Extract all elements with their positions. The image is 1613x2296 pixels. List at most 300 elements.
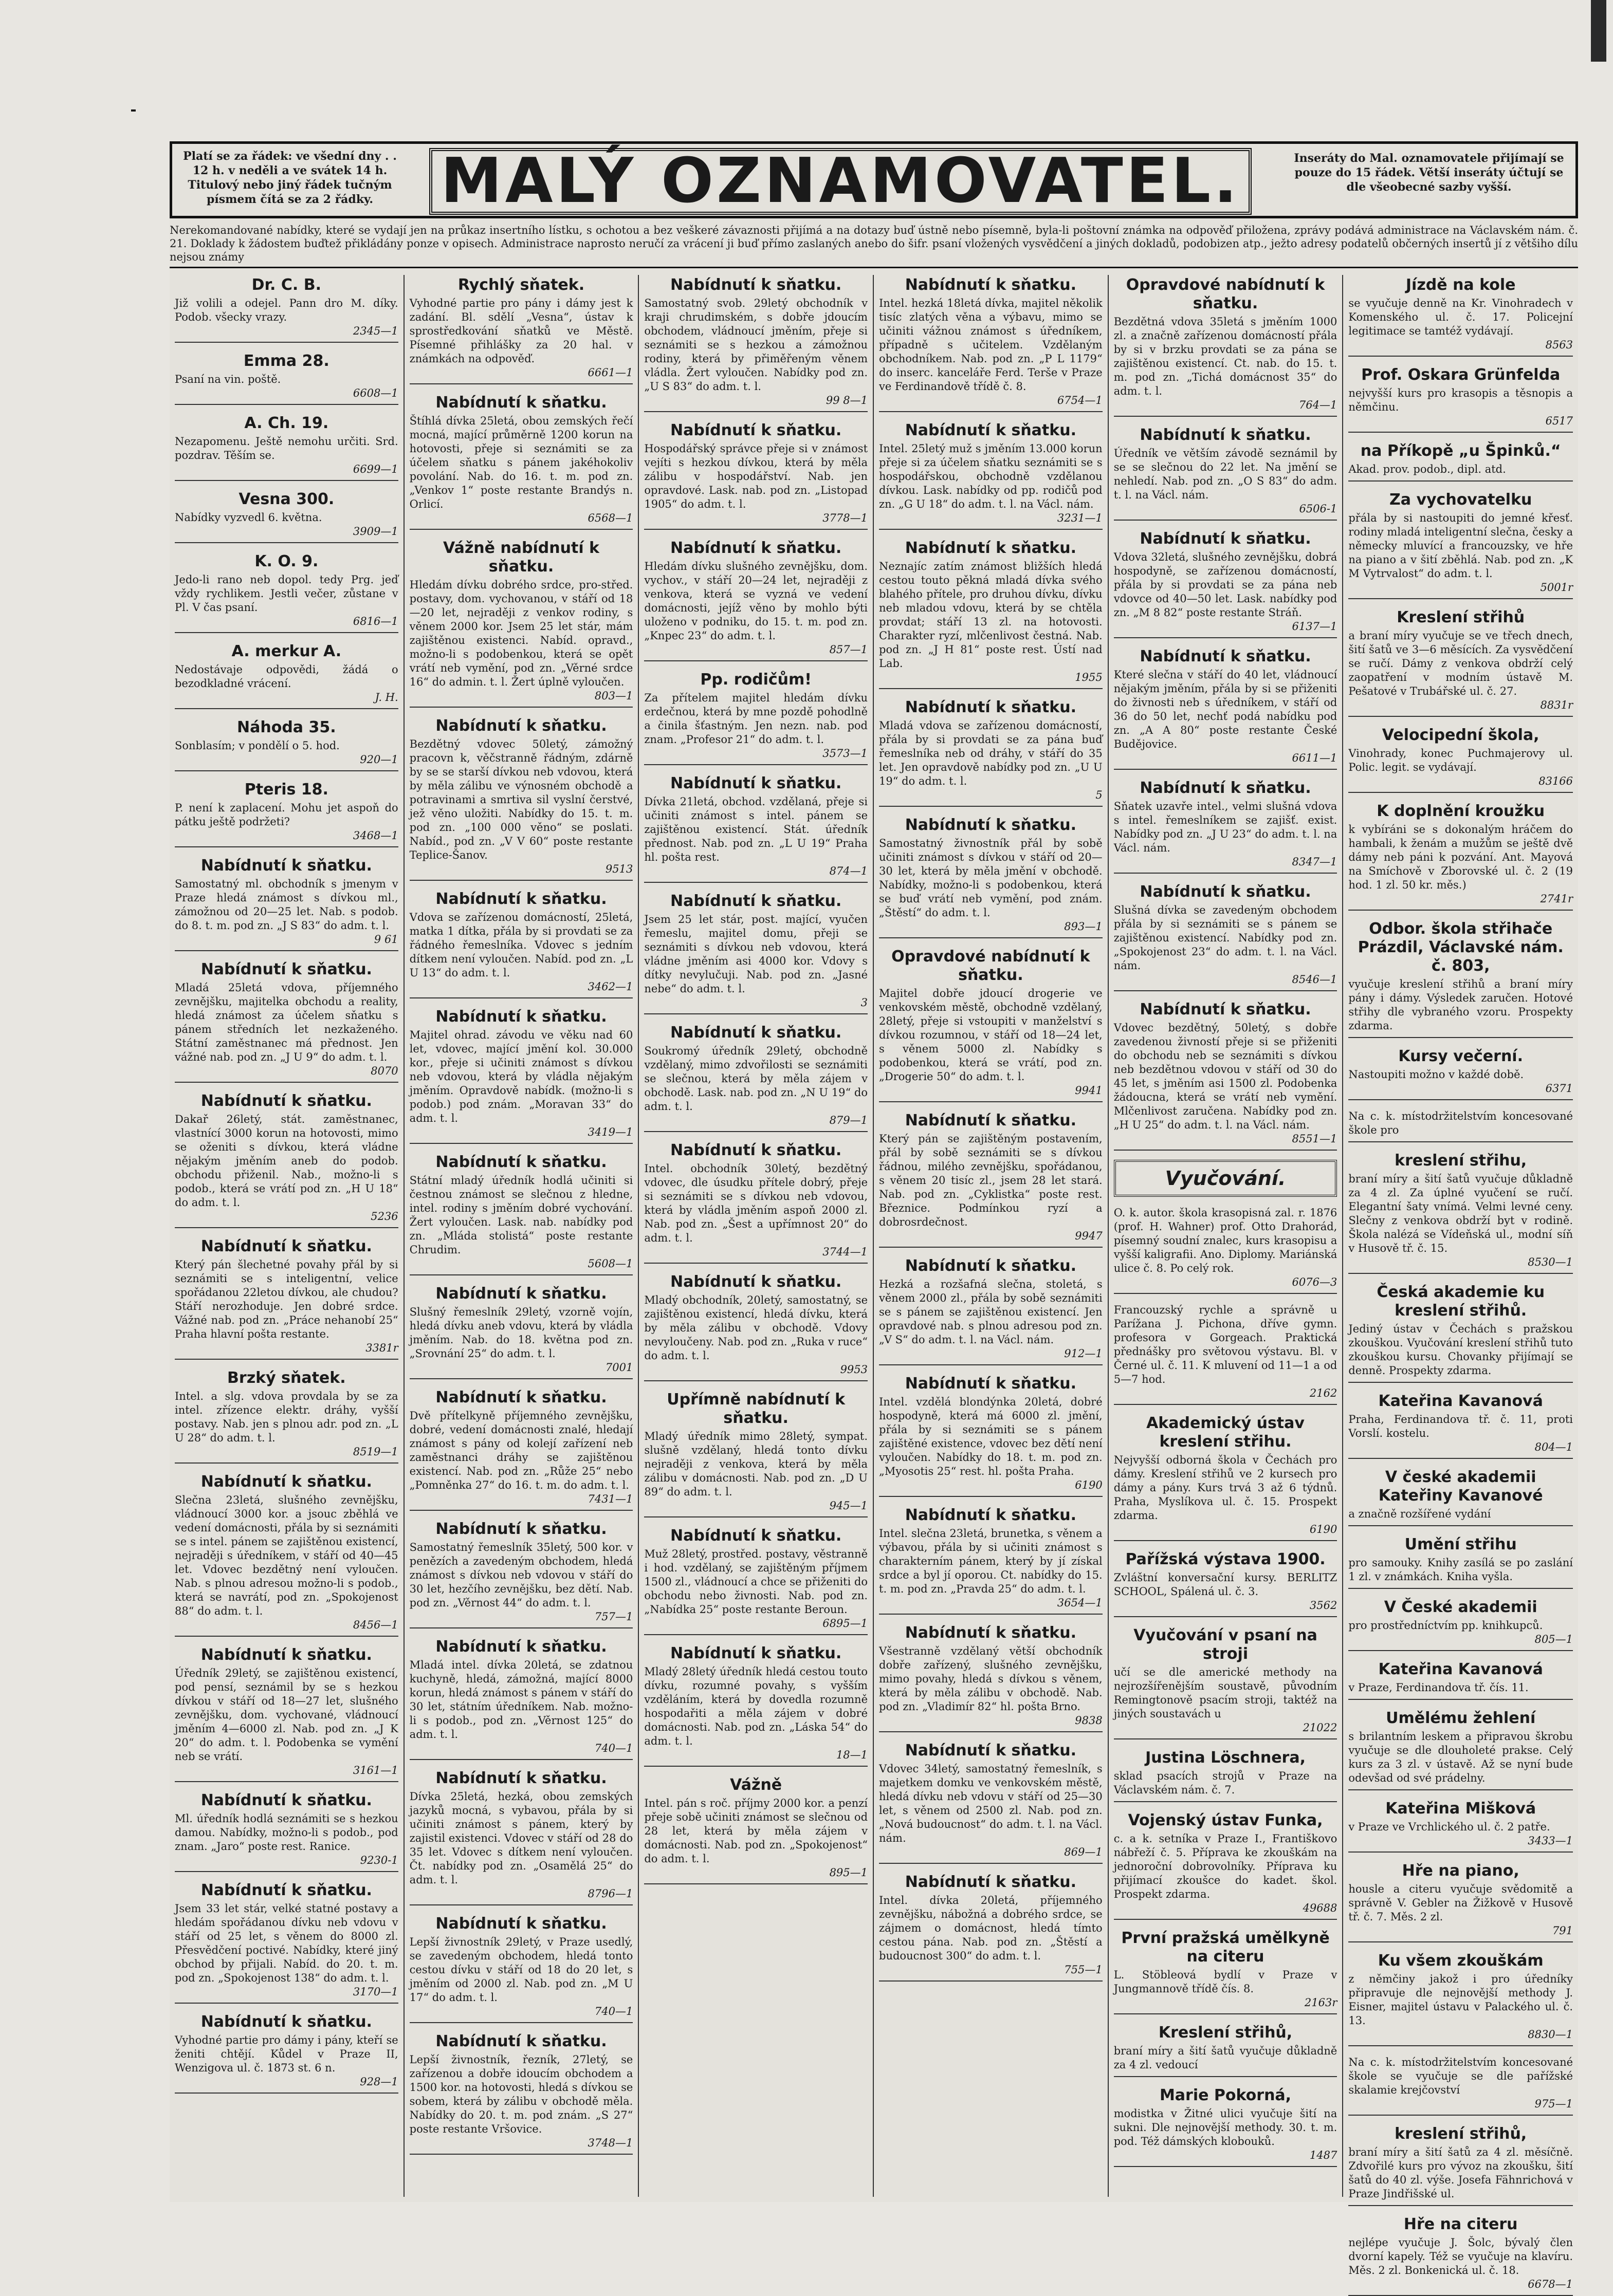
ad-reference-code: 3462—1 [588, 980, 633, 993]
classified-ad [644, 1776, 868, 1884]
classified-ad [879, 816, 1103, 938]
classified-ad [1114, 276, 1337, 417]
classified-ad [879, 698, 1103, 807]
classified-ad [410, 276, 633, 384]
classified-ad [175, 1369, 398, 1464]
ad-text: Muž 28letý, prostřed. postavy, věstranně i hod. vzdělaný, se zajištěným příjmem 1500 zl., vládnoucí a chce se přiženiti do obchodu nebo živnosti. Nab. pod zn. „Nabídka 25“ poste restante Beroun. [644, 1548, 868, 1616]
ad-heading: Rychlý sňatek. [457, 276, 585, 294]
ad-reference-code: 8830—1 [1528, 2028, 1573, 2041]
ad-text: Který pán se zajištěným postavením, přál by sobě seznámiti se s dívkou řádnou, milého zevnějšku, spořádanou, s věnem 20 tisíc zl., jsem 28 let stará. Nab. pod zn. „Cyklistka“ poste rest. Březnice. Podmínkou ryzí a dobrosrdečnost. [879, 1133, 1103, 1228]
ad-text: pro samouky. Knihy zasílá se po zaslání 1 zl. v známkách. Kniha vyšla. [1348, 1557, 1573, 1583]
ad-heading: Akademický ústav kreslení střihu. [1146, 1414, 1305, 1451]
ad-heading: Za vychovatelku [1389, 491, 1532, 509]
ad-reference-code: 920—1 [360, 753, 398, 766]
ad-reference-code: 805—1 [1534, 1633, 1573, 1645]
ad-text: Jediný ústav v Čechách s pražskou zkouškou. Vyučování kreslení střihů tuto zkouškou kursu. Chovanky přijímají se denně. Prospekty zdarma. [1348, 1323, 1573, 1377]
ad-heading: Nabídnutí k sňatku. [435, 717, 607, 735]
ad-reference-code: 9947 [1075, 1230, 1103, 1242]
ad-heading: Nabídnutí k sňatku. [670, 539, 842, 557]
ad-text: Vdovec bezdětný, 50letý, s dobře zavedenou živností přeje si se přiženiti do obchodu neb se seznámiti s dívkou neb bezdětnou vdovou v stáří od 30 do 45 let, s jměním asi 1500 zl. Podobenka žádoucna, která se vrátí neb vymění. Mlčenlivost zaručena. Nabídky pod zn. „H U 25“ do adm. t. l. na Václ. nám. [1113, 1022, 1337, 1131]
classified-ad [410, 1520, 633, 1628]
ad-text: Hezká a rozšafná slečna, stoletá, s věnem 2000 zl., přála by sobě seznámiti se s pánem se zajištěnou existencí. Jen opravdové nab. s plnou adresou pod zn. „V S“ do adm. t. l. na Václ. nám. [879, 1278, 1103, 1346]
ad-heading: Náhoda 35. [237, 718, 336, 736]
classified-ad [410, 2032, 633, 2155]
ad-text: Vyhodné partie pro dámy i pány, kteří se ženiti chtějí. Kůdel v Praze II, Wenzigova ul. č. 1873 st. 6 n. [175, 2034, 398, 2074]
ad-heading: Vojenský ústav Funka, [1128, 1811, 1323, 1829]
ad-reference-code: 874—1 [829, 865, 868, 877]
ad-reference-code: 8530—1 [1528, 1256, 1573, 1268]
ad-text: z němčiny jakož i pro úředníky připravuje dle nejnovější methody J. Eisner, majitel ústavu v Palackého ul. č. 13. [1348, 1973, 1573, 2027]
ad-heading: První pražská umělkyně na citeru [1121, 1929, 1330, 1966]
classified-ad [1348, 491, 1573, 599]
ad-heading: Nabídnutí k sňatku. [905, 421, 1076, 439]
ad-reference-code: 6190 [1309, 1523, 1337, 1535]
ad-reference-code: 912—1 [1064, 1347, 1103, 1360]
ad-text: Dakař 26letý, stát. zaměstnanec, vlastnící 3000 korun na hotovosti, mimo se oženiti s dívkou, která vládne nějakým jměním aneb do podob. obchodu přiženil. Nab., možno-li s podob., která se vrátí pod zn. „H U 18“ do adm. t. l. [175, 1113, 398, 1209]
ad-text: Praha, Ferdinandova tř. č. 11, proti Vorslí. kostelu. [1348, 1413, 1573, 1439]
ad-reference-code: 8563 [1545, 339, 1573, 351]
ad-reference-code: 3909—1 [353, 525, 398, 538]
ad-text: Psaní na vin. poště. [175, 373, 281, 385]
classified-ad [1114, 1811, 1337, 1920]
classified-ad [1348, 2056, 1573, 2116]
classified-ad [644, 774, 868, 883]
ad-text: a braní míry vyučuje se ve třech dnech, šití šatů ve 3—6 měsících. Za vysvědčení se ručí. Dámy z venkova obdrží celý zaopatření v modním ústavě M. Pešatové v Trubářské ul. č. 27. [1348, 629, 1573, 697]
ad-text: braní míry a šití šatů za 4 zl. měsíčně. Zdvořilé kurs pro vývoz na zkoušku, šití šatů do 40 zl. výše. Josefa Fähnrichová v Praze Jindřišské ul. [1348, 2146, 1573, 2200]
masthead-conditions: Inseráty do Mal. oznamovatele přijímají se pouze do 15 řádek. Větší inseráty účtují se dle všeobecné sazby vyšší. [1294, 152, 1564, 194]
ad-text: Státní mladý úředník hodlá učiniti si čestnou známost se slečnou z hledne, intel. rodiny s jměním dobré vychování. Žert vyloučen. Lask. nab. nabídky pod zn. „Mláda stolistá“ poste restante Chrudim. [409, 1174, 633, 1256]
ad-reference-code: 6568—1 [588, 512, 633, 524]
classified-ad [1348, 1535, 1573, 1589]
ad-reference-code: 6699—1 [353, 463, 398, 475]
ad-heading: Nabídnutí k sňatku. [1140, 647, 1311, 665]
ad-column [1109, 275, 1344, 2197]
ad-text: Jedo-li rano neb dopol. tedy Prg. jeď vždy rychlikem. Jestli večer, zůstane v Pl. V čas psaní. [175, 573, 398, 614]
ad-reference-code: 6611—1 [1292, 752, 1337, 764]
classified-ad [1348, 1047, 1573, 1100]
ad-reference-code: 6754—1 [1057, 394, 1103, 406]
ad-text: Zvláštní konversační kursy. BERLITZ SCHOOL, Spálená ul. č. 3. [1113, 1571, 1337, 1598]
classified-ad [410, 890, 633, 998]
ad-reference-code: 1955 [1075, 671, 1103, 683]
ad-text: nejlépe vyučuje J. Šolc, bývalý člen dvorní kapely. Též se vyučuje na klavíru. Měs. 2 zl. Bonkenická ul. č. 18. [1348, 2236, 1573, 2276]
ad-reference-code: 8070 [371, 1065, 398, 1077]
ad-heading: Odbor. škola střihače Prázdil, Václavské nám. č. 803, [1358, 920, 1564, 975]
masthead [170, 141, 1578, 218]
ad-heading: Pp. rodičům! [700, 671, 812, 689]
ad-text: Bezdětný vdovec 50letý, zámožný pracovn k, věčstranně řádným, zdárně by se se starší dívkou neb vdovou, která by měla zálibu ve výnosném obchodě a potravinami a smrtiva sil vyslní čerstvé, jež věno uložiti. Nabídky do 15. t. m. pod zn. „100 000 věno“ se poslati. Nabíd., pod zn. „V V 60“ poste restante Teplice-Šanov. [409, 738, 633, 861]
classified-ad [175, 718, 398, 771]
ad-reference-code: 3161—1 [353, 1764, 398, 1776]
classified-ad [879, 276, 1103, 412]
ad-reference-code: 8456—1 [353, 1619, 398, 1631]
ad-reference-code: 3381r [365, 1342, 398, 1354]
ad-text: učí se dle americké methody na nejrozšířenějším soustavě, původním Remingtonově psacím stroji, taktéž na jiných soustavách u [1113, 1666, 1337, 1720]
ad-text: Za přítelem majitel hledám dívku erdečnou, která by mne pozdě pohodlně a činila šťastným. Jen nezn. nab. pod znam. „Profesor 21“ do adm. t. l. [644, 692, 868, 746]
classified-ad [1114, 426, 1337, 521]
classified-ad [1348, 1152, 1573, 1274]
classified-ad [879, 539, 1103, 689]
ad-reference-code: 8546—1 [1292, 973, 1337, 986]
ad-heading: Velocipední škola, [1382, 726, 1539, 744]
ad-text: Vdovec 34letý, samostatný řemeslník, s majetkem domku ve venkovském městě, hledá dívku neb vdovu v stáří od 25—30 let, s věnem od 2500 zl. Nab. pod zn. „Nová budoucnost“ do adm. t. l. na Václ. nám. [879, 1763, 1103, 1844]
ad-reference-code: 3433—1 [1528, 1835, 1573, 1847]
classified-ad [175, 642, 398, 709]
ad-reference-code: 6371 [1545, 1082, 1573, 1095]
ad-heading: Nabídnutí k sňatku. [435, 2032, 607, 2050]
ad-heading: Nabídnutí k sňatku. [905, 1873, 1076, 1891]
ad-text: Ml. úředník hodlá seznámiti se s hezkou damou. Nabídky, možno-li s podob., pod znam. „Jaro“ poste rest. Ranice. [175, 1812, 398, 1853]
ad-column [874, 275, 1109, 2197]
classified-ad [1348, 1800, 1573, 1853]
ad-heading: Upřímně nabídnutí k sňatku. [667, 1391, 846, 1427]
ad-reference-code: 6506-1 [1299, 503, 1337, 515]
classified-ad [1114, 1749, 1337, 1802]
ad-text: Majitel dobře jdoucí drogerie ve venkovském městě, obchodně vzdělaný, 28letý, přeje si vstoupiti v manželství s dívkou rozumnou, v stáří od 18—24 let, s věnem 5000 zl. Nabídky s podobenkou, která se vrátí, pod zn. „Drogerie 50“ do adm. t. l. [879, 987, 1103, 1083]
ad-heading: Nabídnutí k sňatku. [670, 421, 842, 439]
ad-text: Které slečna v stáří do 40 let, vládnoucí nějakým jměním, přála by si se přiženiti do živnosti neb s úředníkem, v stáří od 36 do 50 let, nechť podá nabídku pod zn. „A A 80“ poste restante České Budějovice. [1113, 669, 1337, 750]
ad-heading: Nabídnutí k sňatku. [1140, 883, 1311, 901]
ad-reference-code: 2345—1 [353, 325, 398, 337]
ad-heading: Nabídnutí k sňatku. [435, 1285, 607, 1303]
classified-ad [1114, 779, 1337, 874]
classified-ad [410, 394, 633, 530]
ad-heading: Nabídnutí k sňatku. [905, 1624, 1076, 1642]
ad-text: Nejvyšší odborná škola v Čechách pro dámy. Kreslení střihů ve 2 kursech pro dámy a pány. Kurs trvá 3 až 6 týdnů. Praha, Myslíkova ul. č. 15. Prospekt zdarma. [1113, 1454, 1337, 1522]
ad-heading: Nabídnutí k sňatku. [670, 1644, 842, 1662]
ad-text: Bezdětná vdova 35letá s jměním 1000 zl. a značně zařízenou domácností přála by si v brzku provdati se za pána se zajištěnou existencí. Ct. nab. do 15. t. m. pod zn. „Tichá domácnost 35“ do adm. t. l. [1113, 316, 1337, 397]
classified-ad [175, 276, 398, 343]
ad-heading: Nabídnutí k sňatku. [200, 1881, 372, 1899]
classified-ad [1348, 1598, 1573, 1651]
classified-ad [1114, 1550, 1337, 1617]
page-title: MALÝ OZNAMOVATEL. [429, 148, 1252, 215]
ad-text: v Praze, Ferdinandova tř. čís. 11. [1348, 1681, 1529, 1694]
ad-reference-code: 5608—1 [588, 1257, 633, 1270]
classified-ad [1348, 442, 1573, 482]
ad-heading: Dr. C. B. [251, 276, 322, 294]
ad-text: Již volili a odejel. Pann dro M. díky. Podob. všecky vrazy. [175, 297, 398, 323]
ad-reference-code: 18—1 [836, 1749, 868, 1761]
classified-ad [1348, 2125, 1573, 2206]
ad-heading: Nabídnutí k sňatku. [670, 1141, 842, 1159]
ad-reference-code: 757—1 [594, 1610, 633, 1623]
ad-heading: Nabídnutí k sňatku. [905, 1257, 1076, 1275]
ad-text: braní míry a šití šatů vyučuje důkladně za 4 zl. Za úplné vyučení se ručí. Elegantní šaty vnímá. Velmi levné ceny. Slečny z venkova obdrží byt v rodině. Škola nalézá se Vídeňská ul., modní síň v Husově tř. č. 15. [1348, 1173, 1573, 1254]
ad-heading: Nabídnutí k sňatku. [200, 960, 372, 978]
classified-ad [1114, 1414, 1337, 1541]
ad-reference-code: 895—1 [829, 1866, 868, 1879]
ad-text: Vinohrady, konec Puchmajerovy ul. Polic. legit. se vydávají. [1348, 747, 1573, 773]
classified-ad [1348, 608, 1573, 717]
ad-heading: Nabídnutí k sňatku. [905, 276, 1076, 294]
ad-reference-code: 9838 [1075, 1714, 1103, 1727]
ad-text: Mladá 25letá vdova, příjemného zevnějšku, majitelka obchodu a reality, hledá známost za účelem sňatku s pánem středních let nezkaženého. Státní zaměstnanec má přednost. Jen vážné nab. pod zn. „J U 9“ do adm. t. l. [175, 982, 398, 1063]
classified-ad [410, 1285, 633, 1379]
ad-reference-code: 869—1 [1064, 1846, 1103, 1858]
ad-heading: A. merkur A. [231, 642, 342, 660]
ad-heading: Opravdové nabídnutí k sňatku. [1126, 276, 1325, 312]
classified-ad [175, 352, 398, 405]
classified-ad [644, 1391, 868, 1517]
ad-reference-code: 49688 [1303, 1902, 1337, 1914]
ad-text: pro prostředníctvím pp. knihkupců. [1348, 1619, 1543, 1632]
ad-reference-code: 6190 [1075, 1479, 1103, 1491]
ad-text: Dvě přítelkyně příjemného zevnějšku, dobré, vedení domácnosti znalé, hledají známost s pány od kolejí zařízení neb zaměstnanci dráhy se zajištěnou existencí. Nab. pod zn. „Růže 25“ nebo „Pomněnka 27“ do 16. t. m. do adm. t. l. [409, 1410, 633, 1491]
ad-reference-code: 975—1 [1534, 2098, 1573, 2110]
ad-text: Hledám dívku slušného zevnějšku, dom. vychov., v stáří 20—24 let, nejraději z venkova, která se vyzná ve vedení domácnosti, jejíž věno by mohlo býti uloženo v podniku, do 15. t. m. pod zn. „Knpec 23“ do adm. t. l. [644, 560, 868, 642]
classified-ad [644, 892, 868, 1014]
classified-ad [175, 1646, 398, 1782]
classified-ad [1114, 1001, 1337, 1151]
classified-ad [175, 490, 398, 543]
classified-ad [1114, 1929, 1337, 2014]
ad-heading: Česká akademie ku kreslení střihů. [1377, 1283, 1545, 1320]
ad-text: a značně rozšířené vydání [1348, 1508, 1491, 1520]
ad-reference-code: 3468—1 [353, 829, 398, 842]
ad-text: Na c. k. místodržitelstvím koncesované škole se vyučuje se dle pařížské skalamie krejčovství [1348, 2056, 1573, 2096]
ad-text: Sonblasím; v pondělí o 5. hod. [175, 739, 340, 752]
ad-reference-code: 755—1 [1064, 1964, 1103, 1976]
ad-reference-code: 8551—1 [1292, 1133, 1337, 1145]
ad-heading: kreslení střihů, [1395, 2125, 1527, 2143]
ad-reference-code: 7001 [605, 1361, 633, 1374]
ad-heading: Nabídnutí k sňatku. [670, 1527, 842, 1545]
classified-ad [1348, 802, 1573, 911]
ad-text: Který pán šlechetné povahy přál by si seznámiti se s inteligentní, velice spořádanou 22letou dívkou, ale chudou? Stáří nerozhoduje. Jen dobré srdce. Vážné nab. pod zn. „Práce nehanobí 25“ Praha hlavní pošta restante. [175, 1258, 398, 1340]
ad-column [170, 275, 405, 2197]
masthead-rates: Platí se za řádek: ve všední dny . . 12 h. v neděli a ve svátek 14 h. Titulový nebo jiný řádek tučným písmem čítá se za 2 řádky. [183, 150, 397, 206]
ad-text: braní míry a šití šatů vyučuje důkladně za 4 zl. vedoucí [1113, 2045, 1337, 2071]
ad-reference-code: 740—1 [594, 2005, 633, 2017]
ad-text: k vybíráni se s dokonalým hráčem do hambali, k ženám a mužům se ještě dvě dámy neb páni k pozvání. Ant. Mayová na Smíchově v Zborovské ul. č. 2 (19 hod. 1 zl. 50 kr. měs.) [1348, 823, 1573, 891]
classified-ad [1348, 1952, 1573, 2046]
classified-ad [410, 1153, 633, 1275]
ad-column [639, 275, 874, 2197]
ad-text: Úředník 29letý, se zajištěnou existencí, pod pensí, seznámil by se s hezkou dívkou v stáří od 18—27 let, slušného zevnějšku, dom. vychované, vládnoucí jměním 4—6000 zl. Nab. pod zn. „J K 20“ do adm. t. l. Podobenka se vymění neb se vrátí. [175, 1667, 398, 1763]
ad-heading: Nabídnutí k sňatku. [435, 1388, 607, 1406]
classified-ad [1114, 530, 1337, 638]
ad-text: Slušný řemeslník 29letý, vzorně vojín, hledá dívku aneb vdovu, která by vládla jměním. Nab. do 18. května pod zn. „Srovnání 25“ do adm. t. l. [409, 1306, 633, 1360]
ad-reference-code: 791 [1552, 1924, 1573, 1937]
newspaper-page [170, 141, 1578, 2290]
ad-heading: na Příkopě „u Špinků.“ [1360, 442, 1561, 460]
classified-ad [175, 857, 398, 951]
ad-text: housle a citeru vyučuje svědomitě a správně V. Gebler na Žižkově v Husově tř. č. 7. Měs. 2 zl. [1348, 1883, 1573, 1923]
ad-text: Vdova 32letá, slušného zevnějšku, dobrá hospodyně, se zařízenou domácností, přála by si provdati se za pána neb vdovce od 40—50 let. Lask. nabídky pod zn. „M 8 82“ poste restante Stráň. [1113, 551, 1337, 619]
ad-text: O. k. autor. škola krasopisná zal. r. 1876 (prof. H. Wahner) prof. Otto Drahorád, písemný soudní znalec, kurs krasopisu a vyšší kaligrafii. Ano. Diplomy. Mariánská ulice č. 8. Po celý rok. [1113, 1207, 1337, 1274]
ad-heading: Nabídnutí k sňatku. [435, 1769, 607, 1787]
ad-heading: Nabídnutí k sňatku. [200, 1473, 372, 1491]
ad-heading: Nabídnutí k sňatku. [435, 394, 607, 412]
ad-reference-code: 7431—1 [588, 1493, 633, 1505]
ad-heading: Nabídnutí k sňatku. [1140, 1001, 1311, 1019]
ad-heading: Nabídnutí k sňatku. [435, 1153, 607, 1171]
ad-reference-code: 3778—1 [822, 512, 868, 524]
ad-reference-code: 879—1 [829, 1114, 868, 1126]
ad-reference-code: 740—1 [594, 1742, 633, 1754]
ad-reference-code: 21022 [1303, 1721, 1337, 1734]
ad-heading: Nabídnutí k sňatku. [1140, 426, 1311, 444]
classified-ad [879, 1873, 1103, 1982]
ad-heading: Nabídnutí k sňatku. [670, 774, 842, 792]
ad-reference-code: 3170—1 [353, 1986, 398, 1998]
ad-text: sklad psacích strojů v Praze na Václavském nám. č. 7. [1113, 1770, 1337, 1796]
classified-ad [175, 552, 398, 633]
ad-text: nejvyšší kurs pro krasopis a těsnopis a němčinu. [1348, 387, 1573, 413]
ad-text: L. Stöbleová bydlí v Praze v Jungmannově třídě čís. 8. [1113, 1969, 1337, 1995]
ad-heading: Hře na citeru [1403, 2215, 1518, 2233]
ad-text: Slečna 23letá, slušného zevnějšku, vládnoucí 3000 kor. a jsouc zběhlá ve vedení domácnosti, přála by si seznámiti se s intel. pánem se zajištěnou existencí, nejraději s úředníkem, v stáří od 40—45 let. Vdovec bezdětný není vyloučen. Nab. s plnou adresou možno-li s podob., která se navrátí, pod zn. „Spokojenost 88“ do adm. t. l. [175, 1494, 398, 1617]
ad-reference-code: 5236 [371, 1210, 398, 1223]
section-heading: Vyučování. [1114, 1160, 1337, 1197]
ad-heading: Nabídnutí k sňatku. [905, 1112, 1076, 1130]
classified-ad [1348, 920, 1573, 1038]
ad-heading: Nabídnutí k sňatku. [905, 698, 1076, 716]
ad-reference-code: 6895—1 [822, 1617, 868, 1630]
ad-reference-code: 6816—1 [353, 615, 398, 627]
ad-text: Samostatný svob. 29letý obchodník v kraji chrudimském, s dobře jdoucím obchodem, vládnoucí jměním, přeje si seznámiti se s hezkou a zámožnou rodiny, která by přiměřeným věnem vládla. Žert vyloučen. Nabídky pod zn. „U S 83“ do adm. t. l. [644, 297, 868, 393]
ad-text: Soukromý úředník 29letý, obchodně vzdělaný, mimo zdvořilosti se seznámiti se slečnou, která by měla zájem v obchodě. Lask. nab. pod zn. „N U 19“ do adm. t. l. [644, 1045, 868, 1113]
ad-reference-code: 83166 [1538, 775, 1573, 787]
ad-heading: Kreslení střihů [1397, 608, 1525, 626]
ad-text: Lepší živnostník 29letý, v Praze usedlý, se zavedeným obchodem, hledá tonto cestou dívku v stáří od 18 do 20 let, s jměním od 2000 zl. Nab. pod zn. „M U 17“ do adm. t. l. [409, 1936, 633, 2004]
ad-heading: Nabídnutí k sňatku. [670, 276, 842, 294]
page-edge-shadow [1591, 0, 1606, 62]
classified-ad [1114, 1303, 1337, 1405]
ad-reference-code: 9513 [605, 863, 633, 875]
ad-column [1343, 275, 1578, 2290]
ad-heading: Pteris 18. [244, 781, 328, 799]
classified-ad [410, 1915, 633, 2023]
classified-ad [410, 1008, 633, 1144]
ad-heading: Vážně nabídnutí k sňatku. [443, 539, 599, 576]
ad-text: Samostatný živnostník přál by sobě učiniti známost s dívkou v stáří od 20—30 let, která by měla jmění v obchodě. Nabídky, možno-li s podobenkou, která se buď vrátí neb vymění, pod znám. „Štěstí“ do adm. t. l. [879, 837, 1103, 919]
ad-columns [170, 275, 1578, 2290]
ad-reference-code: 6517 [1545, 415, 1573, 427]
ad-text: se vyučuje denně na Kr. Vinohradech v Komenského ul. č. 17. Policejní legitimace se tamtéž vydávají. [1348, 297, 1573, 337]
classified-ad [879, 1375, 1103, 1497]
ad-heading: Nabídnutí k sňatku. [435, 1638, 607, 1656]
classified-ad [644, 1644, 868, 1767]
ad-heading: Kursy večerní. [1398, 1047, 1523, 1065]
classified-ad [175, 414, 398, 481]
ad-text: Mladá intel. dívka 20letá, se zdatnou kuchyně, hledá, zámožná, mající 8000 korun, hledá známost s pánem v stáří do 30 let, státním úředníkem. Nab. možno-li s podob., pod zn. „Věrnost 125“ do adm. t. l. [409, 1659, 633, 1740]
ad-text: Sňatek uzavře intel., velmi slušná vdova s intel. řemeslníkem se zajišť. exist. Nabídky pod zn. „J U 23“ do adm. t. l. na Václ. nám. [1113, 800, 1337, 854]
ad-text: Lepší živnostník, řezník, 27letý, se zařízenou a dobře idoucím obchodem a 1500 kor. na hotovosti, hledá s dívkou se sobem, která by zálibu v obchodě měla. Nabídky do 20. t. m. pod znám. „S 27“ poste restante Vršovice. [409, 2053, 633, 2135]
ad-reference-code: 2162 [1309, 1387, 1337, 1399]
ad-heading: kreslení střihu, [1395, 1152, 1527, 1170]
classified-ad [644, 539, 868, 661]
ad-heading: K. O. 9. [254, 552, 319, 570]
ad-heading: Nabídnutí k sňatku. [435, 1915, 607, 1933]
ad-reference-code: J. H. [375, 691, 398, 703]
ad-text: s brilantním leskem a připravou škrobu vyučuje se dle dlouholeté prakse. Celý kurs za 3 zl. v ústavě. Až se nyní bude odevšad od své prádelny. [1348, 1730, 1573, 1784]
ad-heading: Nabídnutí k sňatku. [905, 1742, 1076, 1760]
classified-ad [644, 276, 868, 412]
classified-ad [410, 1769, 633, 1905]
classified-ad [1348, 1660, 1573, 1700]
ad-text: Nedostávaje odpovědi, žádá o bezodkladné vrácení. [175, 663, 398, 690]
ad-reference-code: 2741r [1540, 893, 1573, 905]
classified-ad [410, 1388, 633, 1511]
ad-text: Nezapomenu. Ještě nemohu určiti. Srd. pozdrav. Těším se. [175, 435, 398, 461]
ad-reference-code: 3231—1 [1057, 512, 1103, 524]
ad-heading: V České akademii [1384, 1598, 1537, 1616]
ad-text: Intel. obchodník 30letý, bezdětný vdovec, dle úsudku přítele dobrý, přeje si seznámiti se s dívkou neb vdovou, která by vládla jměním aspoň 2000 zl. Nab. pod zn. „Šest a upřímnost 20“ do adm. t. l. [644, 1162, 868, 1244]
ad-reference-code: 3419—1 [588, 1126, 633, 1138]
ad-text: P. není k zaplacení. Mohu jet aspoň do pátku ještě podržeti? [175, 802, 398, 828]
ad-reference-code: 8796—1 [588, 1887, 633, 1900]
ad-heading: Marie Pokorná, [1159, 2086, 1292, 2104]
ad-heading: Prof. Oskara Grünfelda [1361, 366, 1561, 384]
ad-text: Samostatný řemeslník 35letý, 500 kor. v penězích a zavedeným obchodem, hledá známost s dívkou neb vdovou v stáří do 30 let, hezčího zevnějšku, bez dětí. Nab. pod zn. „Věrnost 44“ do adm. t. l. [409, 1541, 633, 1609]
classified-ad [644, 1024, 868, 1132]
ad-text: Vdova se zařízenou domácností, 25letá, matka 1 dítka, přála by si provdati se za řádného řemeslníka. Vdovec s jedním dítkem není vyloučen. Nabíd. pod zn. „L U 13“ do adm. t. l. [409, 911, 633, 979]
ad-reference-code: 9953 [840, 1363, 868, 1376]
classified-ad [1114, 2086, 1337, 2167]
ad-text: Nastoupiti možno v každé době. [1348, 1068, 1524, 1081]
ad-reference-code: 6137—1 [1292, 620, 1337, 633]
ad-reference-code: 3748—1 [588, 2137, 633, 2149]
ad-text: c. a k. setníka v Praze I., Františkovo nábřeží č. 5. Příprava ke zkouškám na jednoroční dobrovolníky. Příprava ku přijímací zkoušce do kadet. škol. Prospekt zdarma. [1113, 1832, 1337, 1900]
ad-reference-code: 804—1 [1534, 1441, 1573, 1453]
ad-reference-code: 6678—1 [1528, 2278, 1573, 2290]
classified-ad [410, 539, 633, 708]
ad-reference-code: 6608—1 [353, 387, 398, 399]
ad-reference-code: 3654—1 [1057, 1597, 1103, 1609]
ad-reference-code: 8831r [1540, 699, 1573, 711]
ad-reference-code: 764—1 [1298, 399, 1337, 411]
classified-ad [1114, 1626, 1337, 1739]
ad-text: Intel. hezká 18letá dívka, majitel několik tisíc zlatých věna a výbavu, mimo se učiniti vážnou známost s úředníkem, případně s učitelem. Vzdělaným obchodníkem. Nab. pod zn. „P L 1179“ do inserc. kanceláře Ferd. Terše v Praze ve Ferdinandově třídě č. 8. [879, 297, 1103, 393]
classified-ad [175, 960, 398, 1083]
classified-ad [879, 1257, 1103, 1365]
ad-reference-code: 803—1 [594, 690, 633, 702]
classified-ad [175, 1881, 398, 2004]
margin-mark [131, 109, 136, 112]
ad-reference-code: 99 8—1 [826, 394, 868, 406]
classified-ad [879, 1742, 1103, 1864]
ad-text: v Praze ve Vrchlického ul. č. 2 patře. [1348, 1821, 1550, 1833]
ad-text: Na c. k. místodržitelstvím koncesované škole pro [1348, 1110, 1573, 1136]
ad-text: Vyhodné partie pro pány i dámy jest k zadání. Bl. sdělí „Vesna“, ústav k sprostředkování sňatků ve Městě. Písemné přihlášky za 20 hal. v známkách na odpověď. [409, 297, 633, 365]
ad-heading: Nabídnutí k sňatku. [435, 1008, 607, 1026]
classified-ad [1348, 2215, 1573, 2296]
ad-reference-code: 2163r [1304, 1996, 1337, 2009]
ad-text: Intel. a slg. vdova provdala by se za intel. zřízence elektr. dráhy, vyšší postavy. Nab. jen s plnou adr. pod zn. „L U 28“ do adm. t. l. [175, 1390, 398, 1444]
ad-heading: Nabídnutí k sňatku. [200, 857, 372, 875]
ad-reference-code: 3562 [1309, 1599, 1337, 1612]
ad-heading: Nabídnutí k sňatku. [200, 2013, 372, 2031]
ad-text: Mladý obchodník, 20letý, samostatný, se zajištěnou existencí, hledá dívku, která by měla zálibu v obchodě. Vdovy nevyloučeny. Nab. pod zn. „Ruka v ruce“ do adm. t. l. [644, 1294, 868, 1362]
ad-heading: V české akademii Kateřiny Kavanové [1378, 1468, 1543, 1505]
ad-text: Intel. pán s roč. příjmy 2000 kor. a penzí přeje sobě učiniti známost se slečnou od 28 let, která by měla zájem v domácnosti. Nab. pod zn. „Spokojenost“ do adm. t. l. [644, 1797, 868, 1865]
ad-heading: Kateřina Kavanová [1378, 1392, 1543, 1410]
ad-reference-code: 6661—1 [588, 366, 633, 379]
classified-ad [175, 2013, 398, 2094]
classified-ad [1348, 1468, 1573, 1526]
ad-heading: Emma 28. [243, 352, 329, 370]
classified-ad [1348, 1709, 1573, 1790]
ad-reference-code: 3744—1 [822, 1246, 868, 1258]
ad-heading: Vážně [730, 1776, 782, 1794]
classified-ad [1114, 647, 1337, 770]
classified-ad [175, 1791, 398, 1872]
ad-text: Všestranně vzdělaný větší obchodník dobře zařízený, slušného zevnějšku, mimo povahy, hledá s dívkou s věnem, která by měla zálibu v obchodě. Nab. pod zn. „Vladimír 82“ hl. pošta Brno. [879, 1645, 1103, 1713]
classified-ad [1114, 2024, 1337, 2077]
ad-text: přála by si nastoupiti do jemné křesť. rodiny mladá inteligentní slečna, česky a německy mluvící a francouzsky, ve hře na piano a v šití zběhlá. Nab. pod zn. „K M Vytrvalost“ do adm. t. l. [1348, 512, 1573, 580]
